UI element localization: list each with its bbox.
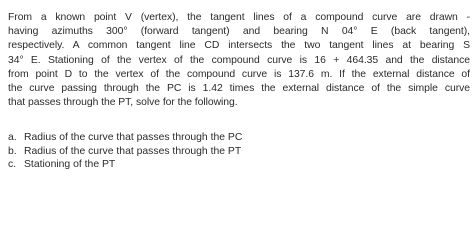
- problem-statement: [8, 11, 470, 110]
- question-item: [8, 158, 308, 172]
- question-item: [8, 131, 308, 145]
- problem-line: respectively. A common tangent line CD intersects the two tangent lines at bearing S: [8, 40, 470, 52]
- question-marker: b.: [8, 145, 17, 157]
- problem-line: that passes through the PT, solve for the following.: [8, 97, 238, 109]
- problem-line: 34° E. Stationing of the vertex of the compound curve is 16 + 464.35 and the distance: [8, 54, 470, 66]
- problem-line: from point D to the vertex of the compound curve is 137.6 m. If the external distance of: [8, 68, 470, 80]
- problem-line: From a known point V (vertex), the tangent lines of a compound curve are drawn -: [8, 12, 470, 23]
- problem-line: the curve passing through the PC is 1.42 times the external distance of the simple curve: [8, 83, 470, 95]
- problem-line: having azimuths 300° (forward tangent) and bearing N 04° E (back tangent),: [8, 26, 470, 38]
- question-item: [8, 145, 308, 159]
- question-marker: a.: [8, 132, 17, 143]
- question-text: Radius of the curve that passes through the PT: [24, 145, 242, 157]
- question-marker: c.: [8, 159, 17, 171]
- question-text: Stationing of the PT: [24, 159, 116, 171]
- question-list: [8, 131, 308, 172]
- question-text: Radius of the curve that passes through the PC: [24, 132, 243, 143]
